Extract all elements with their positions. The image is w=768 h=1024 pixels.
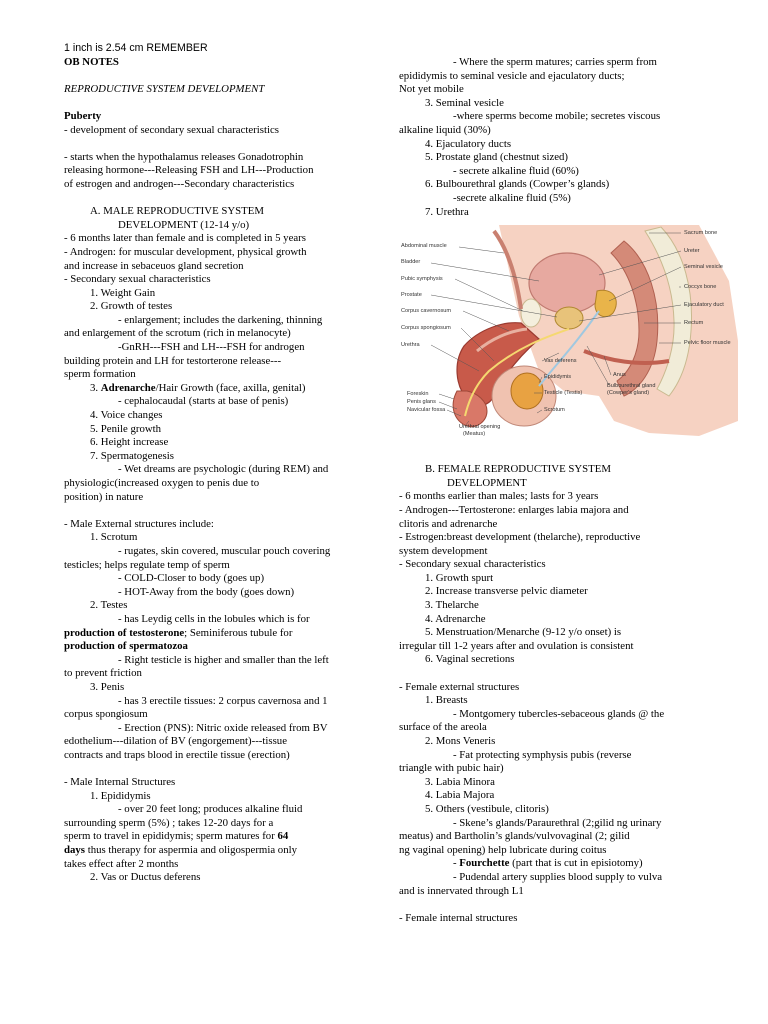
internal-item: 3. Seminal vesicle bbox=[425, 96, 504, 109]
female-line: 1. Growth spurt bbox=[425, 571, 494, 584]
notes-title: OB NOTES bbox=[64, 55, 119, 68]
female-heading-sub: DEVELOPMENT bbox=[447, 476, 527, 489]
female-line: 5. Menstruation/Menarche (9-12 y/o onset) is bbox=[425, 626, 622, 639]
label-coccyx: Coccyx bone bbox=[684, 284, 717, 291]
female-line: 4. Adrenarche bbox=[425, 612, 486, 625]
external-line: 3. Penis bbox=[90, 680, 125, 693]
external-line: - Male External structures include: bbox=[64, 517, 214, 530]
external-line: contracts and traps blood in erectile tissue (erection) bbox=[64, 748, 290, 761]
female-heading: B. FEMALE REPRODUCTIVE SYSTEM bbox=[425, 463, 611, 476]
testes-rest: ; Seminiferous tubule for bbox=[184, 626, 293, 639]
male-anatomy-figure bbox=[399, 221, 738, 453]
female-external-line: 5. Others (vestibule, clitoris) bbox=[425, 802, 549, 815]
label-pubic-symphysis: Pubic symphysis bbox=[401, 276, 443, 283]
label-cowpers: (Cowper's gland) bbox=[607, 390, 650, 397]
male-line: sperm formation bbox=[64, 368, 136, 381]
puberty-line: - development of secondary sexual characteristics bbox=[64, 123, 279, 136]
label-meatus: (Meatus) bbox=[463, 431, 486, 438]
vas-line: epididymis to seminal vesicle and ejaculatory ducts; bbox=[399, 69, 625, 82]
internal-item: - secrete alkaline fluid (60%) bbox=[453, 164, 579, 177]
female-external-line: - Female external structures bbox=[399, 680, 520, 693]
external-line: 2. Testes bbox=[90, 599, 128, 612]
external-line: corpus spongiosum bbox=[64, 708, 148, 721]
internal-line: 1. Epididymis bbox=[90, 789, 151, 802]
female-line: 2. Increase transverse pelvic diameter bbox=[425, 585, 588, 598]
internal-item: -secrete alkaline fluid (5%) bbox=[453, 191, 571, 204]
female-external-line: meatus) and Bartholin’s glands/vulvovaginal (2; gilid bbox=[399, 830, 630, 843]
label-corpus-spongiosum: Corpus spongiosum bbox=[401, 325, 451, 332]
right-column bbox=[399, 56, 731, 925]
female-external-line: - Pudendal artery supplies blood supply to vulva bbox=[453, 870, 663, 883]
male-line: - Androgen: for muscular development, physical growth bbox=[64, 245, 307, 258]
external-line: 1. Scrotum bbox=[90, 531, 138, 544]
male-line: 6. Height increase bbox=[90, 436, 169, 449]
male-line: - 6 months later than female and is completed in 5 years bbox=[64, 232, 306, 245]
fourchette-term: Fourchette bbox=[459, 857, 510, 870]
female-external-line: - Montgomery tubercles-sebaceous glands @ the bbox=[453, 707, 665, 720]
label-abdominal-muscle: Abdominal muscle bbox=[401, 243, 447, 250]
label-bulbourethral: Bulbourethral gland bbox=[607, 383, 656, 390]
female-external-line: - Fat protecting symphysis pubis (reverse bbox=[453, 748, 632, 761]
epididymis-rest: thus therapy for aspermia and oligospermia only bbox=[85, 844, 297, 857]
male-anatomy-illustration bbox=[399, 221, 738, 453]
label-epididymis: Epididymis bbox=[544, 374, 572, 381]
label-foreskin: Foreskin bbox=[407, 391, 429, 398]
label-navicular-fossa: Navicular fossa bbox=[407, 407, 446, 414]
female-line: 6. Vaginal secretions bbox=[425, 653, 515, 666]
internal-line: 2. Vas or Ductus deferens bbox=[90, 871, 201, 884]
male-line: - cephalocaudal (starts at base of penis) bbox=[118, 395, 289, 408]
male-line: - Secondary sexual characteristics bbox=[64, 273, 211, 286]
fourchette-dash: - bbox=[453, 857, 460, 870]
female-internal-line: - Female internal structures bbox=[399, 911, 518, 924]
vas-line: - Where the sperm matures; carries sperm from bbox=[453, 56, 657, 68]
section-title: REPRODUCTIVE SYSTEM DEVELOPMENT bbox=[64, 82, 265, 95]
male-line: - Wet dreams are psychologic (during REM) and bbox=[118, 463, 329, 476]
male-line: -GnRH---FSH and LH---FSH for androgen bbox=[118, 341, 305, 354]
male-line: 5. Penile growth bbox=[90, 422, 162, 435]
adrenarche-rest: /Hair Growth (face, axilla, genital) bbox=[155, 381, 306, 394]
conversion-note: 1 inch is 2.54 cm REMEMBER bbox=[64, 42, 208, 54]
female-external-line: 2. Mons Veneris bbox=[425, 735, 496, 747]
label-prostate: Prostate bbox=[401, 292, 422, 299]
external-line: - Right testicle is higher and smaller than the left bbox=[118, 653, 329, 666]
female-line: clitoris and adrenarche bbox=[399, 517, 498, 530]
internal-item: alkaline liquid (30%) bbox=[399, 123, 491, 136]
male-line: 7. Spermatogenesis bbox=[90, 449, 174, 462]
female-external-line: - Skene’s glands/Paraurethral (2;gilid ng urinary bbox=[453, 816, 662, 829]
label-sacrum: Sacrum bone bbox=[684, 230, 718, 237]
male-line: 1. Weight Gain bbox=[90, 286, 156, 299]
epididymis-line bbox=[64, 830, 372, 844]
internal-item: 5. Prostate gland (chestnut sized) bbox=[425, 151, 569, 164]
puberty-heading: Puberty bbox=[64, 109, 102, 122]
female-line: - Estrogen:breast development (thelarche), reproductive bbox=[399, 531, 641, 544]
external-line: - has Leydig cells in the lobules which is for bbox=[118, 612, 310, 625]
label-ejaculatory-duct: Ejaculatory duct bbox=[684, 302, 724, 309]
label-vas-deferens: Vas deferens bbox=[544, 358, 577, 365]
male-line: 4. Voice changes bbox=[90, 409, 163, 422]
male-line: physiologic(increased oxygen to penis due to bbox=[64, 477, 260, 489]
label-penis-glans: Penis glans bbox=[407, 399, 436, 406]
female-external-line: 4. Labia Majora bbox=[425, 789, 495, 802]
female-line: - Androgen---Tertosterone: enlarges labia majora and bbox=[399, 503, 629, 516]
female-external-line: ng vaginal opening) help lubricate during coitus bbox=[399, 843, 607, 856]
internal-item: 7. Urethra bbox=[425, 205, 469, 218]
external-line: - COLD-Closer to body (goes up) bbox=[118, 572, 265, 585]
male-line: 2. Growth of testes bbox=[90, 300, 173, 313]
external-line: - rugates, skin covered, muscular pouch covering bbox=[118, 544, 331, 557]
puberty-line: releasing hormone---Releasing FSH and LH---Production bbox=[64, 164, 314, 177]
female-line: system development bbox=[399, 544, 488, 557]
label-rectum: Rectum bbox=[684, 320, 704, 327]
male-line: and enlargement of the scrotum (rich in melanocyte) bbox=[64, 327, 291, 340]
external-line: testicles; helps regulate temp of sperm bbox=[64, 558, 230, 571]
male-line: and increase in sebaceuos gland secretion bbox=[64, 259, 244, 272]
female-line: - 6 months earlier than males; lasts for 3 years bbox=[399, 490, 599, 503]
male-line: position) in nature bbox=[64, 490, 144, 503]
internal-item: 4. Ejaculatory ducts bbox=[425, 137, 512, 150]
label-urethral-opening: Urethral opening bbox=[459, 424, 501, 431]
label-corpus-cavernosum: Corpus cavernosum bbox=[401, 308, 452, 315]
internal-line: takes effect after 2 months bbox=[64, 857, 179, 870]
label-urethra: Urethra bbox=[401, 342, 420, 349]
label-seminal-vesicle: Seminal vesicle bbox=[684, 264, 723, 271]
female-line: - Secondary sexual characteristics bbox=[399, 558, 546, 571]
male-line: - enlargement; includes the darkening, thinning bbox=[118, 313, 323, 326]
days-term: days bbox=[64, 844, 86, 857]
label-ureter: Ureter bbox=[684, 248, 700, 255]
adrenarche-line bbox=[64, 382, 372, 396]
vas-line: Not yet mobile bbox=[399, 83, 464, 96]
internal-item: -where sperms become mobile; secretes viscous bbox=[453, 110, 661, 123]
external-line: to prevent friction bbox=[64, 667, 142, 680]
female-external-line: surface of the areola bbox=[399, 721, 487, 734]
female-external-line: triangle with pubic hair) bbox=[399, 762, 504, 775]
female-line: irregular till 1-2 years after and ovulation is consistent bbox=[399, 639, 634, 652]
internal-item: 6. Bulbourethral glands (Cowper’s glands) bbox=[425, 178, 610, 191]
external-line: edothelium---dilation of BV (engorgement)---tissue bbox=[64, 735, 287, 748]
female-line: 3. Thelarche bbox=[425, 599, 479, 612]
adrenarche-term: Adrenarche bbox=[100, 381, 156, 394]
internal-line: - over 20 feet long; produces alkaline fluid bbox=[118, 803, 303, 816]
label-scrotum: Scrotum bbox=[544, 407, 565, 414]
male-heading-sub: DEVELOPMENT (12-14 y/o) bbox=[118, 218, 250, 231]
male-line: building protein and LH for testorterone release--- bbox=[64, 354, 282, 367]
female-external-line: and is innervated through L1 bbox=[399, 884, 524, 897]
external-line: - HOT-Away from the body (goes down) bbox=[118, 585, 295, 598]
left-column bbox=[64, 42, 372, 885]
label-bladder: Bladder bbox=[401, 259, 421, 266]
testosterone-term: production of testosterone bbox=[64, 626, 185, 639]
epididymis-line bbox=[64, 844, 372, 858]
puberty-line: - starts when the hypothalamus releases Gonadotrophin bbox=[64, 150, 304, 163]
internal-line: surrounding sperm (5%) ; takes 12-20 days for a bbox=[64, 816, 274, 829]
fourchette-rest: (part that is cut in episiotomy) bbox=[509, 857, 643, 870]
testes-line bbox=[64, 627, 372, 641]
epididymis-text: sperm to travel in epididymis; sperm matures for bbox=[64, 830, 278, 843]
adrenarche-num: 3. bbox=[90, 381, 101, 394]
label-anus: Anus bbox=[613, 372, 626, 379]
external-line: - Erection (PNS): Nitric oxide released from BV bbox=[118, 721, 328, 734]
internal-line: - Male Internal Structures bbox=[64, 776, 176, 789]
external-line: - has 3 erectile tissues: 2 corpus cavernosa and 1 bbox=[118, 694, 328, 707]
female-external-line: 1. Breasts bbox=[425, 694, 468, 707]
fourchette-line bbox=[399, 857, 711, 871]
male-heading: A. MALE REPRODUCTIVE SYSTEM bbox=[90, 205, 264, 218]
days-number: 64 bbox=[277, 830, 289, 843]
puberty-line: of estrogen and androgen---Secondary characteristics bbox=[64, 177, 295, 190]
label-testicle: Testicle (Testis) bbox=[544, 390, 583, 397]
female-external-line: 3. Labia Minora bbox=[425, 775, 495, 788]
spermatozoa-term: production of spermatozoa bbox=[64, 640, 188, 653]
label-pelvic-floor: Pelvic floor muscle bbox=[684, 340, 731, 347]
